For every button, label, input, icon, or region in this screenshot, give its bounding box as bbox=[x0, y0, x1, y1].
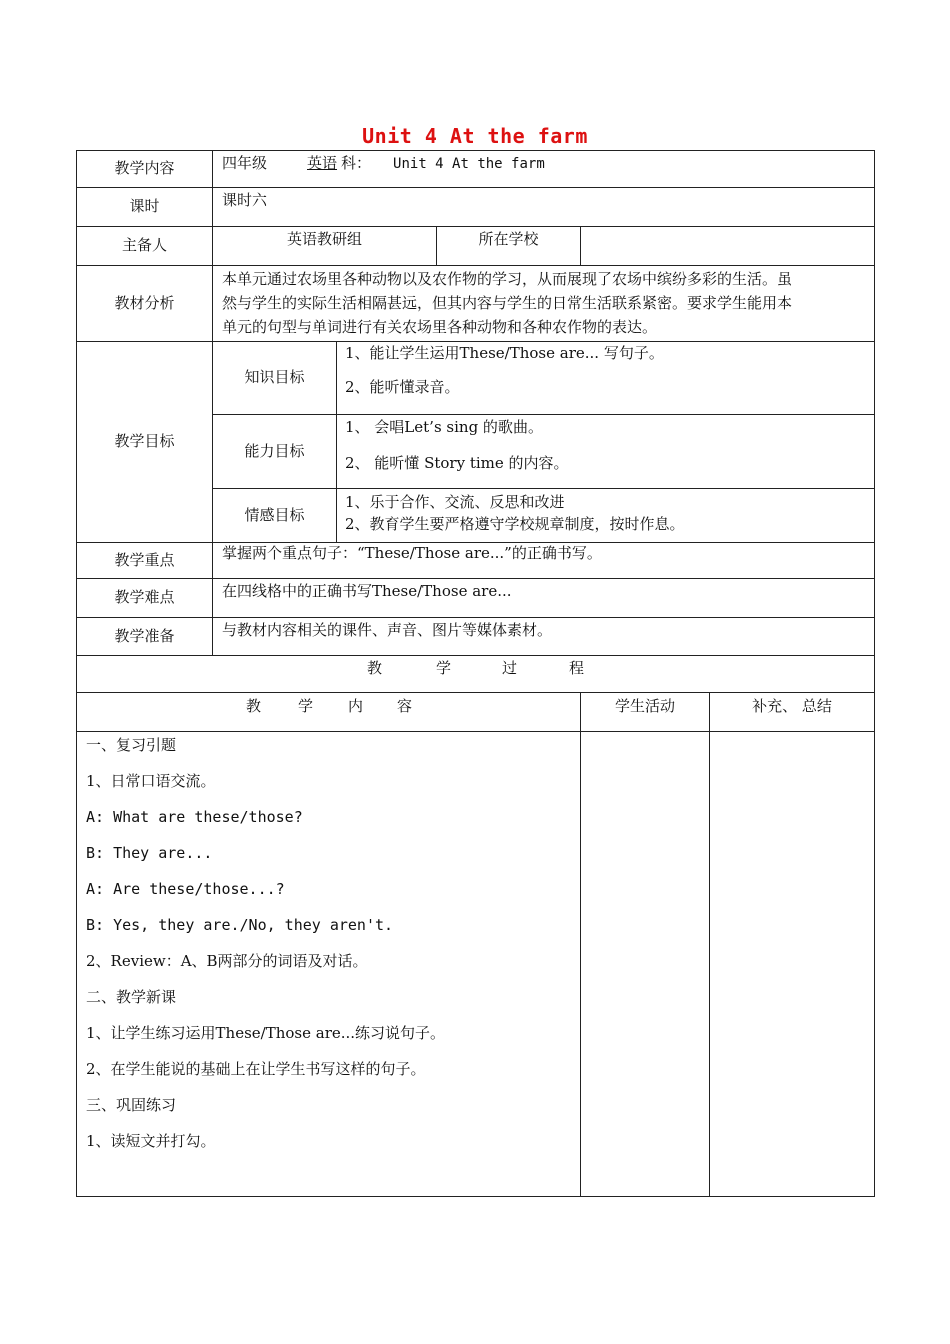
analysis-line: 本单元通过农场里各种动物以及农作物的学习，从而展现了农场中缤纷多彩的生活。虽 bbox=[222, 270, 793, 288]
col-content-char: 教 bbox=[246, 697, 262, 715]
process-line: B: They are... bbox=[86, 844, 213, 862]
process-line: 2、Review：A、B两部分的词语及对话。 bbox=[86, 952, 368, 970]
process-line: A: Are these/those...? bbox=[86, 880, 285, 898]
process-heading-char: 过 bbox=[502, 659, 518, 677]
key-value: 掌握两个重点句子：“These/Those are...”的正确书写。 bbox=[212, 542, 875, 579]
preparer-value: 英语教研组 bbox=[212, 226, 437, 266]
process-line: B: Yes, they are./No, they aren't. bbox=[86, 916, 394, 934]
difficulty-label: 教学难点 bbox=[76, 578, 213, 618]
ability-label: 能力目标 bbox=[212, 414, 337, 489]
process-line: 1、让学生练习运用These/Those are...练习说句子。 bbox=[86, 1024, 446, 1042]
school-label: 所在学校 bbox=[436, 226, 581, 266]
ability-goal: 1、 会唱Let’s sing 的歌曲。 bbox=[345, 418, 543, 436]
col-content-char: 容 bbox=[397, 697, 413, 715]
page-title: Unit 4 At the farm bbox=[362, 124, 588, 148]
process-content bbox=[76, 731, 581, 1197]
analysis-text bbox=[212, 265, 875, 342]
process-heading-char: 教 bbox=[367, 659, 383, 677]
knowledge-goals bbox=[336, 341, 875, 415]
period-value: 课时六 bbox=[212, 187, 875, 227]
process-line: A: What are these/those? bbox=[86, 808, 303, 826]
ability-goals bbox=[336, 414, 875, 489]
prep-value: 与教材内容相关的课件、声音、图片等媒体素材。 bbox=[212, 617, 875, 656]
key-label: 教学重点 bbox=[76, 542, 213, 579]
knowledge-goal: 2、能听懂录音。 bbox=[345, 378, 460, 396]
subject: 英语 bbox=[307, 154, 338, 172]
content-value bbox=[212, 150, 875, 188]
col-content-char: 学 bbox=[298, 697, 314, 715]
process-line: 三、巩固练习 bbox=[86, 1096, 177, 1114]
process-line: 1、读短文并打勾。 bbox=[86, 1132, 216, 1150]
knowledge-label: 知识目标 bbox=[212, 341, 337, 415]
analysis-line: 单元的句型与单词进行有关农场里各种动物和各种农作物的表达。 bbox=[222, 318, 658, 336]
school-value bbox=[580, 226, 875, 266]
process-line: 2、在学生能说的基础上在让学生书写这样的句子。 bbox=[86, 1060, 426, 1078]
unit-name: Unit 4 At the farm bbox=[393, 156, 545, 172]
prep-label: 教学准备 bbox=[76, 617, 213, 656]
col-content-char: 内 bbox=[348, 697, 364, 715]
process-line: 1、日常口语交流。 bbox=[86, 772, 216, 790]
analysis-line: 然与学生的实际生活相隔甚远，但其内容与学生的日常生活联系紧密。要求学生能用本 bbox=[222, 294, 793, 312]
col-content-header bbox=[76, 692, 581, 732]
process-heading-char: 学 bbox=[436, 659, 452, 677]
emotion-goal: 2、教育学生要严格遵守学校规章制度，按时作息。 bbox=[345, 515, 685, 533]
process-heading bbox=[76, 655, 875, 693]
content-label: 教学内容 bbox=[76, 150, 213, 188]
process-heading-char: 程 bbox=[569, 659, 585, 677]
emotion-label: 情感目标 bbox=[212, 488, 337, 543]
emotion-goals bbox=[336, 488, 875, 543]
col-summary-header: 补充、 总结 bbox=[709, 692, 875, 732]
process-line: 一、复习引题 bbox=[86, 736, 177, 754]
period-label: 课时 bbox=[76, 187, 213, 227]
grade: 四年级 bbox=[222, 154, 268, 172]
objectives-label: 教学目标 bbox=[76, 341, 213, 543]
analysis-label: 教材分析 bbox=[76, 265, 213, 342]
activity-column bbox=[580, 731, 710, 1197]
ability-goal: 2、 能听懂 Story time 的内容。 bbox=[345, 454, 569, 472]
knowledge-goal: 1、能让学生运用These/Those are... 写句子。 bbox=[345, 344, 664, 362]
difficulty-value: 在四线格中的正确书写These/Those are... bbox=[212, 578, 875, 618]
emotion-goal: 1、乐于合作、交流、反思和改进 bbox=[345, 493, 565, 511]
col-activity-header: 学生活动 bbox=[580, 692, 710, 732]
subject-suffix: 科： bbox=[341, 154, 372, 172]
process-line: 二、教学新课 bbox=[86, 988, 177, 1006]
summary-column bbox=[709, 731, 875, 1197]
preparer-label: 主备人 bbox=[76, 226, 213, 266]
